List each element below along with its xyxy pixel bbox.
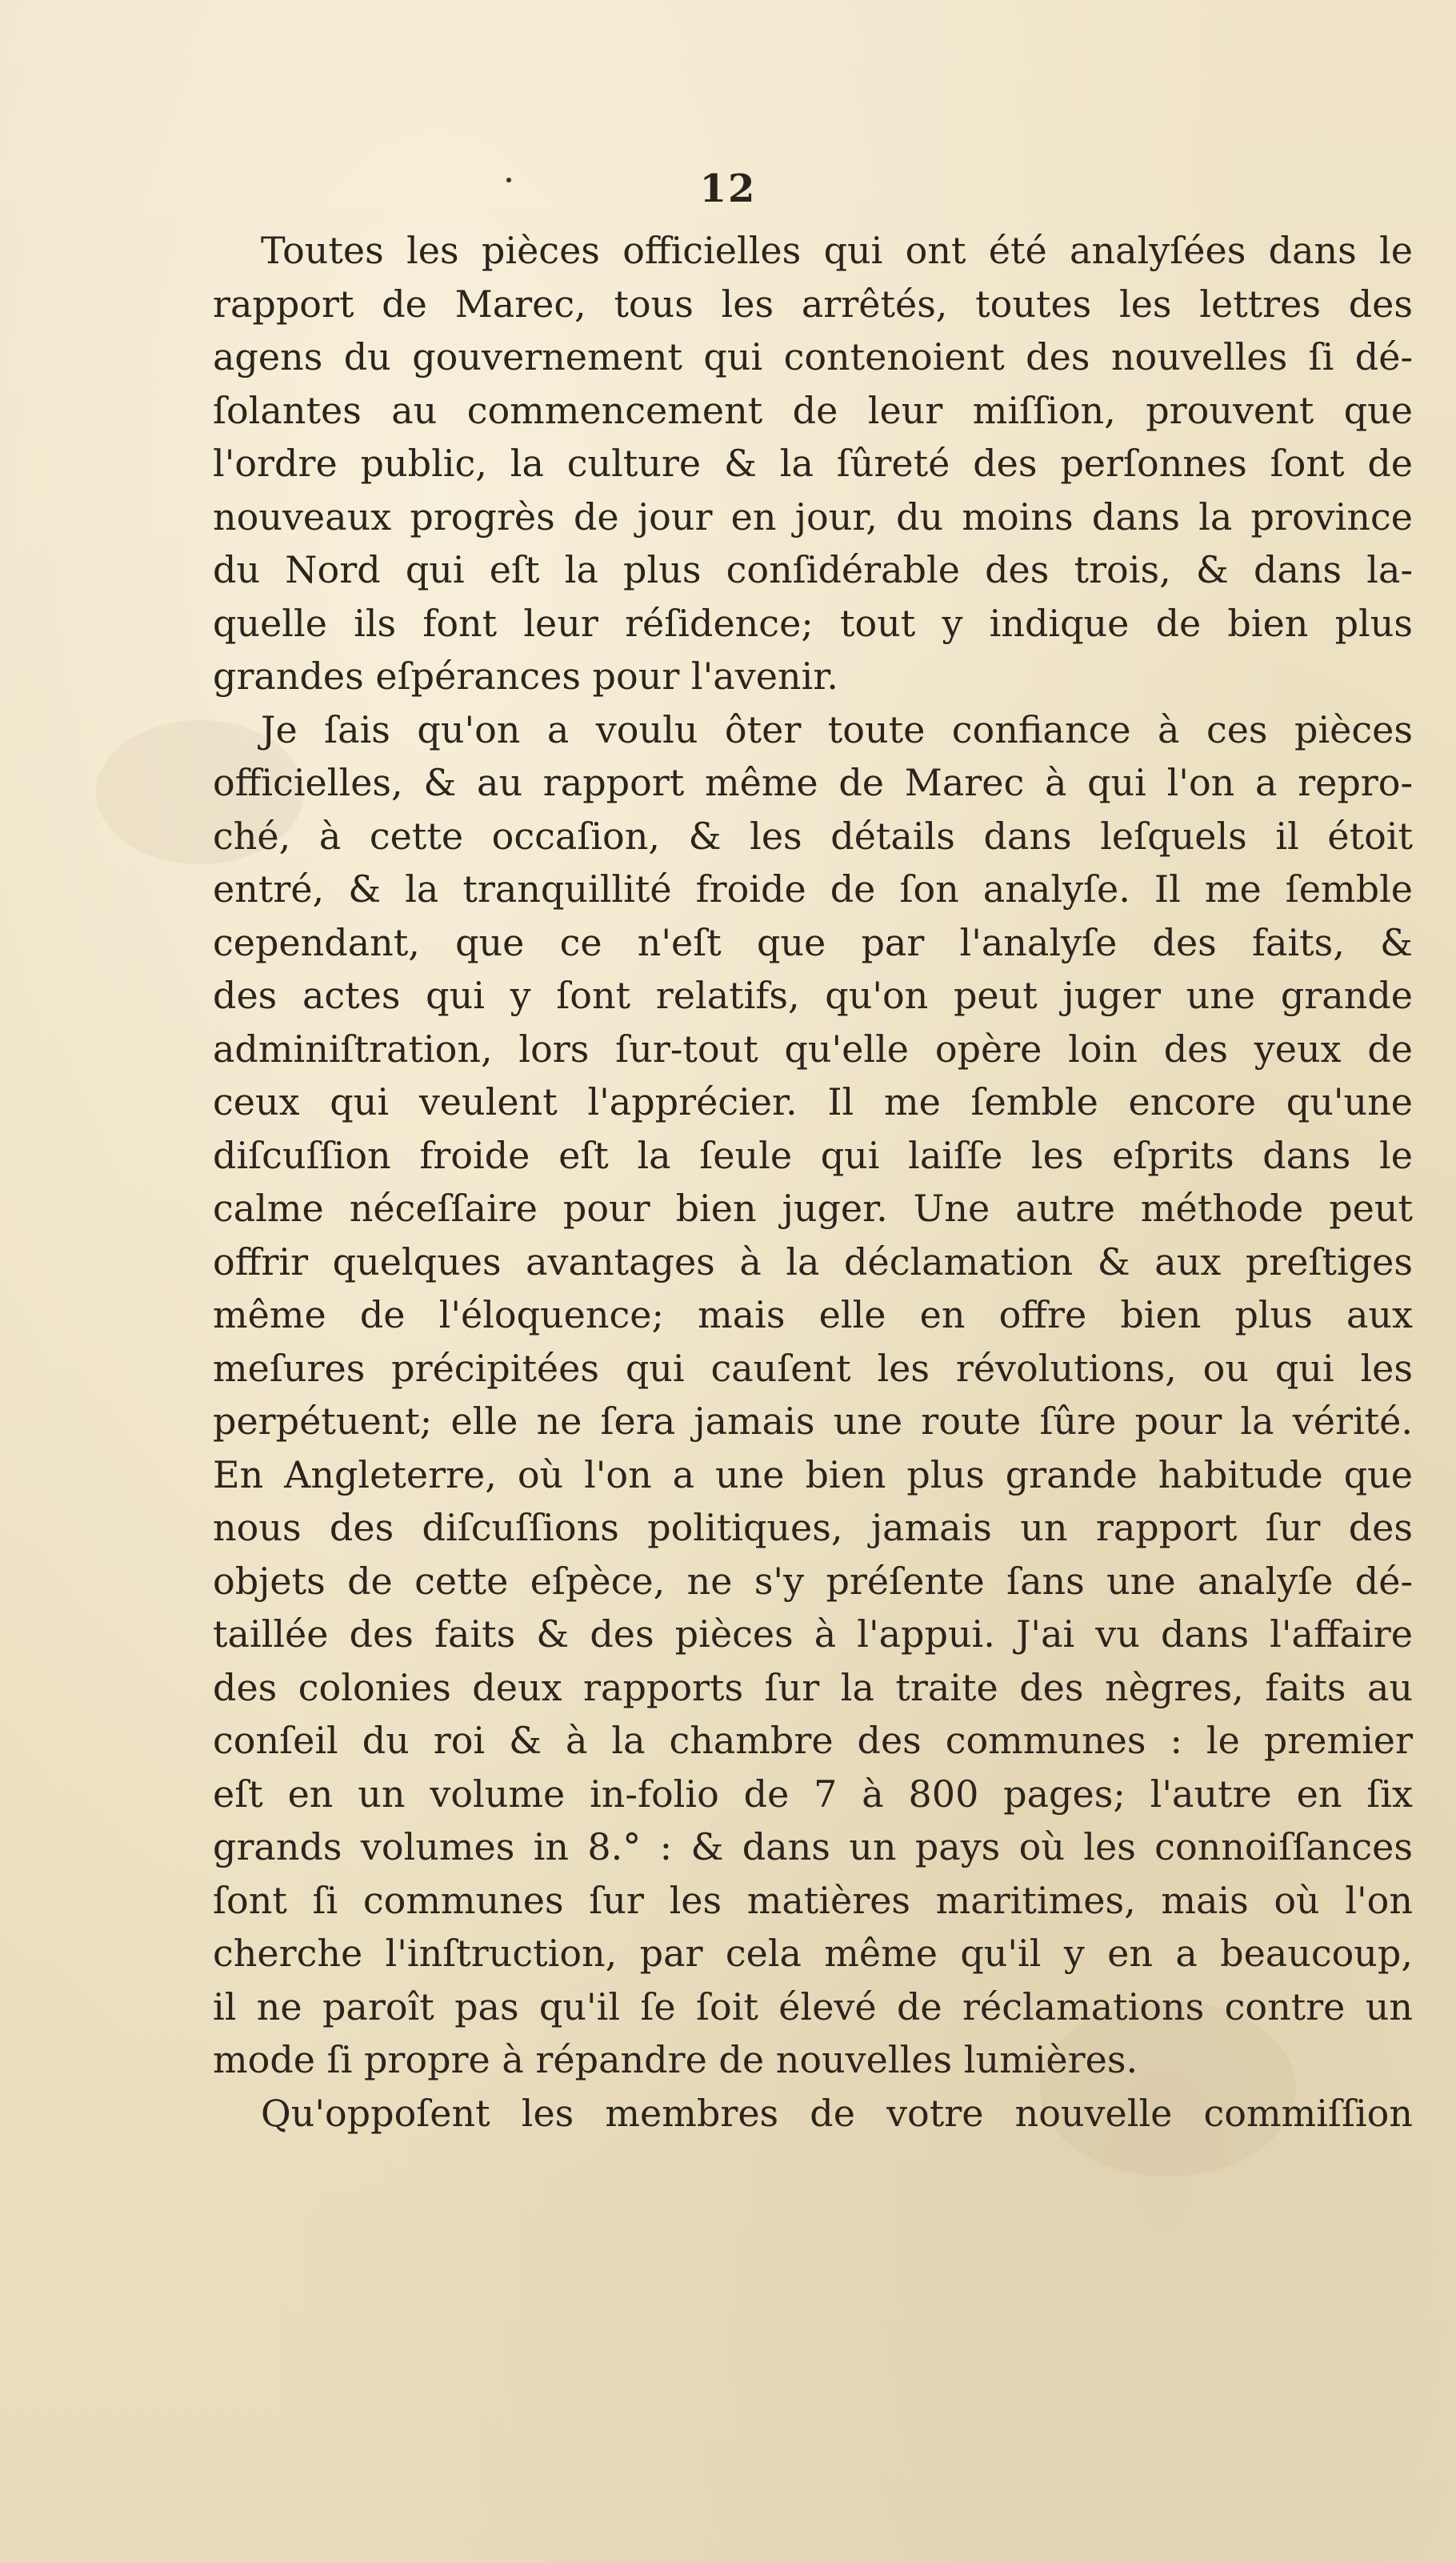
text-line: cependant, que ce n'eſt que par l'analyſe des faits, & xyxy=(213,920,1413,964)
text-line: des colonies deux rapports ſur la traite des nègres, faits au xyxy=(213,1665,1413,1709)
text-line: quelle ils font leur réſidence; tout y indique de bien plus xyxy=(213,601,1413,645)
text-line: objets de cette eſpèce, ne s'y préſente ſans une analyſe dé- xyxy=(213,1559,1413,1603)
text-line: taillée des faits & des pièces à l'appui. J'ai vu dans l'affaire xyxy=(213,1612,1413,1656)
text-line: diſcuſſion froide eſt la ſeule qui laiſſe les eſprits dans le xyxy=(213,1133,1413,1177)
text-line: du Nord qui eſt la plus conſidérable des trois, & dans la- xyxy=(213,548,1413,591)
text-line: Toutes les pièces officielles qui ont été analyſées dans le xyxy=(261,229,1413,272)
text-line: meſures précipitées qui cauſent les révolutions, ou qui les xyxy=(213,1346,1413,1390)
page-number: 12 xyxy=(699,166,757,211)
text-line: mode ſi propre à répandre de nouvelles lumières. xyxy=(213,2038,1138,2081)
text-line: Qu'oppoſent les membres de votre nouvelle commiſſion xyxy=(261,2091,1413,2135)
text-line: En Angleterre, où l'on a une bien plus grande habitude que xyxy=(213,1452,1413,1496)
text-line: l'ordre public, la culture & la ſûreté des perſonnes ſont de xyxy=(213,442,1413,485)
text-line: adminiſtration, lors ſur-tout qu'elle opère loin des yeux de xyxy=(213,1027,1413,1071)
text-line: il ne paroît pas qu'il ſe ſoit élevé de réclamations contre un xyxy=(213,1984,1413,2028)
text-line: eſt en un volume in-folio de 7 à 800 pages; l'autre en ſix xyxy=(213,1772,1413,1816)
text-line: officielles, & au rapport même de Marec à qui l'on a repro- xyxy=(213,761,1413,804)
text-line: Je ſais qu'on a voulu ôter toute confiance à ces pièces xyxy=(261,707,1413,751)
text-line: rapport de Marec, tous les arrêtés, toutes les lettres des xyxy=(213,282,1413,326)
text-line: entré, & la tranquillité froide de ſon analyſe. Il me ſemble xyxy=(213,867,1413,911)
text-line: grandes eſpérances pour l'avenir. xyxy=(213,655,838,698)
text-line: calme néceſſaire pour bien juger. Une autre méthode peut xyxy=(213,1187,1413,1230)
text-line: grands volumes in 8.° : & dans un pays où les connoiſſances xyxy=(213,1825,1413,1868)
text-line: même de l'éloquence; mais elle en offre bien plus aux xyxy=(213,1293,1413,1336)
text-line: cherche l'inſtruction, par cela même qu'il y en a beaucoup, xyxy=(213,1932,1413,1975)
text-line: agens du gouvernement qui contenoient des nouvelles ſi dé- xyxy=(213,335,1413,378)
text-line: ſont ſi communes ſur les matières maritimes, mais où l'on xyxy=(213,1878,1413,1922)
text-line: offrir quelques avantages à la déclamation & aux preſtiges xyxy=(213,1239,1413,1284)
text-line: ſolantes au commencement de leur miſſion, prouvent que xyxy=(213,388,1413,432)
text-line: ché, à cette occaſion, & les détails dans leſquels il étoit xyxy=(213,814,1413,858)
text-line: nous des diſcuſſions politiques, jamais un rapport ſur des xyxy=(213,1506,1413,1549)
text-line: conſeil du roi & à la chambre des communes : le premier xyxy=(213,1719,1413,1762)
text-line: ceux qui veulent l'apprécier. Il me ſemble encore qu'une xyxy=(213,1080,1413,1123)
text-line: perpétuent; elle ne ſera jamais une route ſûre pour la vérité. xyxy=(213,1400,1413,1443)
text-line: nouveaux progrès de jour en jour, du moins dans la province xyxy=(213,495,1413,539)
body-text xyxy=(213,224,1413,2140)
text-line: des actes qui y ſont relatifs, qu'on peut juger une grande xyxy=(213,974,1413,1017)
